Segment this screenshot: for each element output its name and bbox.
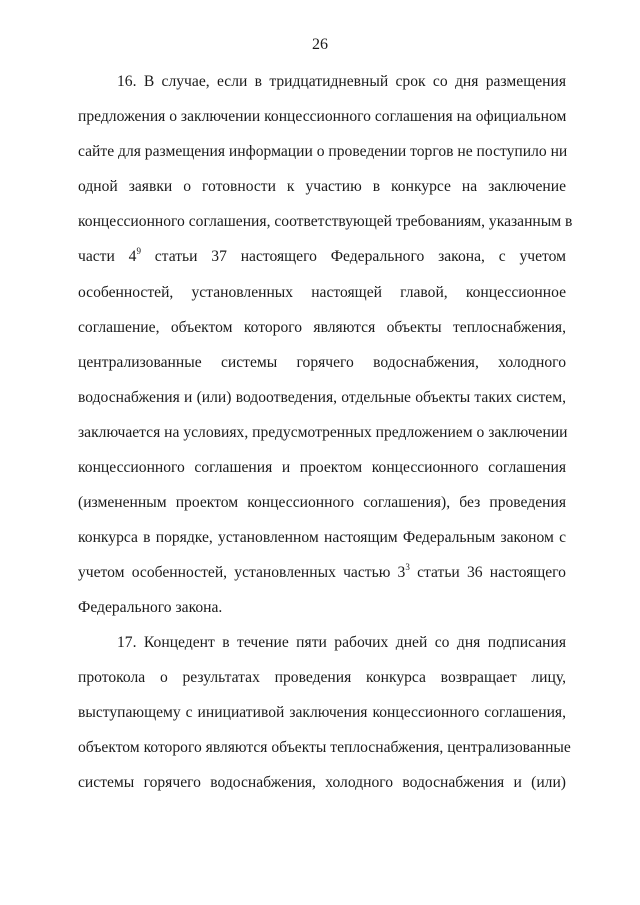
text-segment: статьи 37 настоящего Федерального закона, с учетом — [140, 248, 566, 265]
superscript: 3 — [405, 562, 410, 572]
text-line: централизованные системы горячего водоснабжения, холодного — [78, 354, 566, 371]
text-line: сайте для размещения информации о проведении торгов не поступило ни — [78, 143, 568, 160]
page-number: 26 — [312, 36, 328, 53]
text-line: 16. В случае, если в тридцатидневный срок со дня размещения — [117, 73, 566, 90]
text-line — [78, 247, 566, 268]
text-line: (измененным проектом концессионного соглашения), без проведения — [78, 494, 566, 511]
superscript: 9 — [136, 246, 141, 256]
text-line: протокола о результатах проведения конкурса возвращает лицу, — [78, 669, 566, 686]
text-line: водоснабжения и (или) водоотведения, отдельные объекты таких систем, — [78, 389, 566, 406]
text-line: 17. Концедент в течение пяти рабочих дней со дня подписания — [117, 634, 566, 651]
text-line: объектом которого являются объекты теплоснабжения, централизованные — [78, 739, 571, 756]
text-line: концессионного соглашения и проектом концессионного соглашения — [78, 459, 566, 476]
text-segment: учетом особенностей, установленных частью 3 — [78, 564, 406, 581]
text-line: выступающему с инициативой заключения концессионного соглашения, — [78, 704, 566, 721]
text-line — [78, 563, 566, 584]
text-segment: части 4 — [78, 248, 137, 265]
text-line: предложения о заключении концессионного соглашения на официальном — [78, 108, 567, 125]
text-line: соглашение, объектом которого являются объекты теплоснабжения, — [78, 319, 566, 336]
text-line: особенностей, установленных настоящей главой, концессионное — [78, 284, 566, 301]
text-segment: статьи 36 настоящего — [409, 564, 566, 581]
text-line: Федерального закона. — [78, 599, 223, 616]
text-line: системы горячего водоснабжения, холодного водоснабжения и (или) — [78, 774, 566, 791]
text-line: конкурса в порядке, установленном настоящим Федеральным законом с — [78, 529, 566, 546]
text-line: одной заявки о готовности к участию в конкурсе на заключение — [78, 178, 566, 195]
text-line: заключается на условиях, предусмотренных предложением о заключении — [78, 424, 568, 441]
text-line: концессионного соглашения, соответствующей требованиям, указанным в — [78, 213, 573, 230]
